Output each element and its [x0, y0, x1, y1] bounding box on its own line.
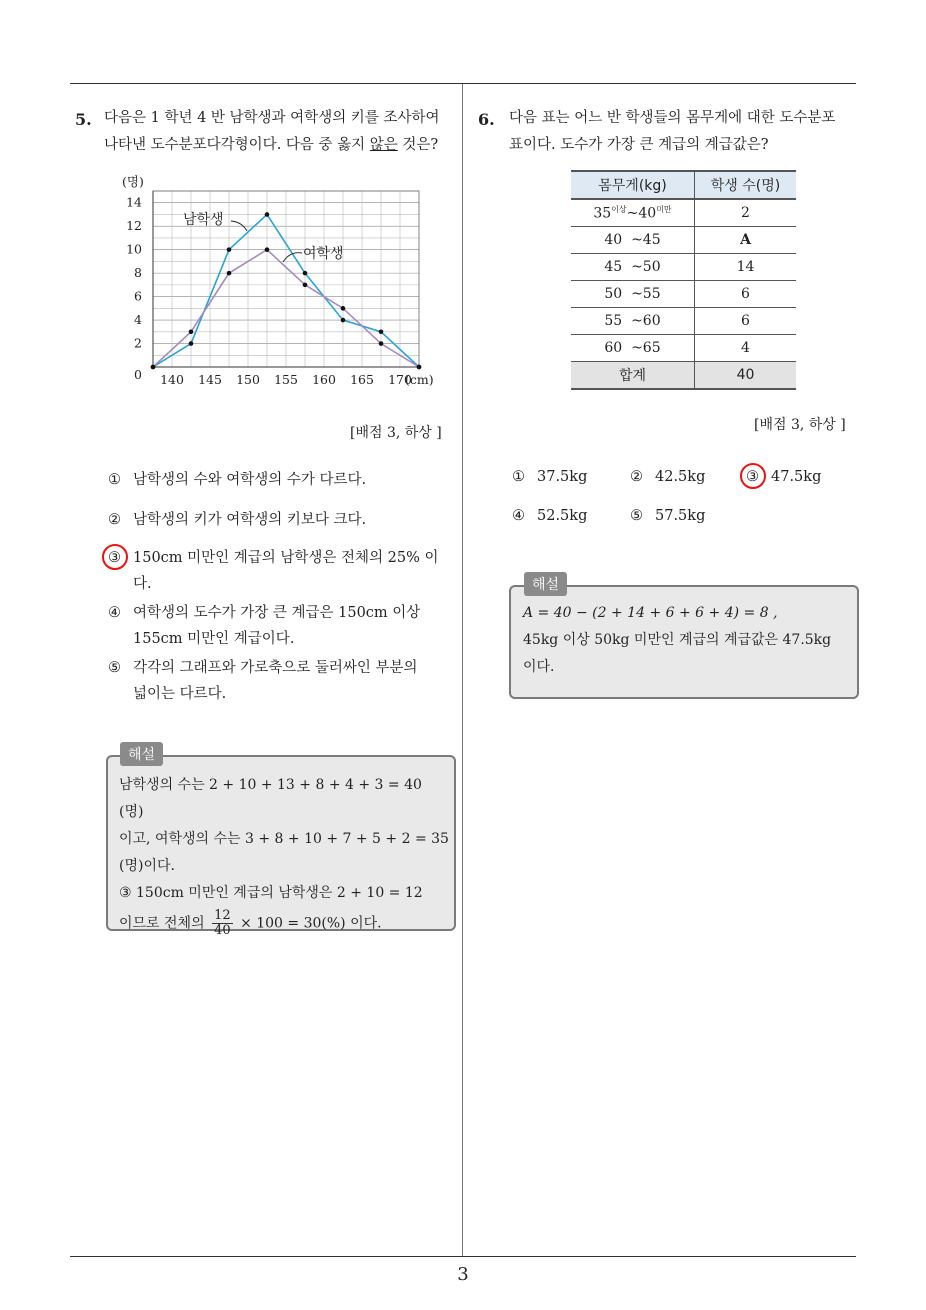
data-point [265, 212, 270, 217]
data-point [151, 365, 156, 370]
y-tick-label: 12 [126, 218, 142, 234]
y-axis-label: (명) [122, 174, 144, 189]
plot-frame [153, 191, 419, 367]
series-line-boys [153, 214, 419, 367]
table-row [571, 335, 796, 362]
table-cell: 4 [695, 335, 797, 362]
choice-text: 150cm 미만인 계급의 남학생은 전체의 25% 이 [133, 550, 439, 566]
choice-text: 42.5kg [655, 469, 706, 485]
choice-option[interactable] [108, 655, 448, 707]
explanation-line: ③ 150cm 미만인 계급의 남학생은 2 + 10 = 12 [119, 885, 423, 901]
data-point [303, 271, 308, 276]
choice-option[interactable] [108, 600, 448, 652]
question-6-number: 6. [478, 110, 495, 129]
series-label-leader [283, 253, 302, 262]
data-point [417, 365, 422, 370]
table-row [571, 199, 796, 227]
x-tick-label: 155 [274, 372, 298, 387]
data-point [189, 330, 194, 335]
table-cell: 합계 [571, 362, 695, 390]
question-5-line1: 다음은 1 학년 4 반 남학생과 여학생의 키를 조사하여 [104, 110, 440, 126]
choice-number: ④ [512, 508, 525, 524]
table-cell: 60 ~65 [571, 335, 695, 362]
table-header-cell: 몸무게(kg) [571, 171, 695, 199]
choice-number-circled: ③ [108, 545, 130, 571]
data-point [265, 247, 270, 252]
y-tick-label: 0 [134, 367, 142, 382]
series-label-leader [231, 221, 247, 231]
emphasis-not: 않은 [369, 137, 398, 153]
data-point [341, 318, 346, 323]
choice-number: ① [108, 472, 121, 488]
question-5-text [104, 105, 459, 159]
choice-text: 남학생의 수와 여학생의 수가 다르다. [133, 472, 367, 488]
table-row [571, 227, 796, 254]
choice-text: 여학생의 도수가 가장 큰 계급은 150cm 이상 [133, 605, 421, 621]
table-row [571, 254, 796, 281]
page-number: 3 [457, 1264, 469, 1285]
question-5-explanation [119, 772, 449, 938]
y-tick-label: 4 [134, 312, 142, 328]
choice-text: 47.5kg [771, 469, 822, 485]
chart-series [151, 212, 422, 369]
data-point [189, 341, 194, 346]
data-point [341, 306, 346, 311]
x-tick-label: 170 [388, 372, 412, 387]
question-6-explanation-tag: 해설 [524, 572, 567, 596]
series-label-girls: 여학생 [303, 246, 344, 262]
table-cell: 6 [695, 281, 797, 308]
data-point [303, 283, 308, 288]
table-row [571, 281, 796, 308]
choice-option[interactable] [630, 464, 705, 490]
series-line-girls [153, 250, 419, 367]
choice-option[interactable] [108, 467, 448, 493]
series-label-boys: 남학생 [183, 212, 224, 228]
table-cell: 14 [695, 254, 797, 281]
choice-number: ④ [108, 605, 121, 621]
question-5-score: [배점 3, 하상 ] [350, 425, 442, 441]
table-cell: $35^{이상}\sim 40^{미만}$ [571, 199, 695, 227]
x-tick-label: 145 [198, 372, 222, 387]
choice-option[interactable] [746, 464, 821, 490]
question-5-explanation-tag: 해설 [120, 742, 163, 766]
table-cell: 50 ~55 [571, 281, 695, 308]
choice-option[interactable] [512, 503, 587, 529]
table-cell: 40 ~45 [571, 227, 695, 254]
explanation-line: (명)이다. [119, 858, 175, 874]
y-tick-label: 10 [126, 241, 142, 257]
fraction: $\frac{12}{40}$ [214, 908, 231, 938]
choice-option[interactable] [108, 545, 448, 597]
choice-number-circled: ③ [746, 464, 768, 490]
x-axis-label: (cm) [405, 372, 434, 387]
choice-number: ⑤ [630, 508, 643, 524]
question-6-text [509, 105, 869, 159]
bottom-rule [70, 1256, 856, 1257]
chart-axes [153, 191, 419, 367]
table-cell: 6 [695, 308, 797, 335]
data-point [417, 365, 422, 370]
table-cell: A [695, 227, 797, 254]
x-tick-label: 160 [312, 372, 336, 387]
choice-text: 37.5kg [537, 469, 588, 485]
data-point [227, 271, 232, 276]
table-cell: 40 [695, 362, 797, 390]
explanation-line: 남학생의 수는 2 + 10 + 13 + 8 + 4 + 3 = 40 (명) [119, 777, 422, 820]
explanation-line: 이다. [523, 659, 555, 675]
table-cell: 45 ~50 [571, 254, 695, 281]
chart-labels [122, 174, 434, 387]
table-cell: 2 [695, 199, 797, 227]
y-tick-label: 8 [134, 265, 142, 281]
x-tick-label: 140 [160, 372, 184, 387]
y-tick-label: 6 [134, 288, 142, 304]
explanation-line: 이고, 여학생의 수는 3 + 8 + 10 + 7 + 5 + 2 = 35 [119, 831, 449, 847]
choice-number: ② [108, 512, 121, 528]
explanation-line: 45kg 이상 50kg 미만인 계급의 계급값은 47.5kg [523, 632, 832, 648]
table-cell: 55 ~60 [571, 308, 695, 335]
choice-text: 넓이는 다르다. [133, 686, 227, 702]
choice-text: 52.5kg [537, 508, 588, 524]
question-6-line2: 표이다. 도수가 가장 큰 계급의 계급값은? [509, 137, 769, 153]
choice-option[interactable] [512, 464, 587, 490]
table-header [571, 171, 796, 199]
column-divider [462, 84, 463, 1256]
x-tick-label: 165 [350, 372, 374, 387]
choice-text: 57.5kg [655, 508, 706, 524]
choice-option[interactable] [630, 503, 705, 529]
choice-text: 각각의 그래프와 가로축으로 둘러싸인 부분의 [133, 660, 418, 676]
explanation-line: 이므로 전체의 $\frac{12}{40}$ × 100 = 30(%) 이다. [119, 908, 382, 938]
choice-option[interactable] [108, 507, 448, 533]
data-point [227, 247, 232, 252]
question-6-score: [배점 3, 하상 ] [754, 417, 846, 433]
data-point [151, 365, 156, 370]
table-total-row [571, 362, 796, 390]
choice-text: 다. [133, 576, 152, 592]
table-row [571, 308, 796, 335]
choice-text: 155cm 미만인 계급이다. [133, 631, 295, 647]
data-point [379, 330, 384, 335]
choice-number: ① [512, 469, 525, 485]
choice-number: ② [630, 469, 643, 485]
choice-number: ⑤ [108, 660, 121, 676]
question-5-number: 5. [75, 110, 92, 129]
choice-text: 남학생의 키가 여학생의 키보다 크다. [133, 512, 367, 528]
table-header-cell: 학생 수(명) [695, 171, 797, 199]
y-tick-label: 14 [126, 194, 142, 210]
explanation-line: A = 40 − (2 + 14 + 6 + 6 + 4) = 8 , [523, 605, 778, 621]
x-tick-label: 150 [236, 372, 260, 387]
weight-frequency-table [571, 170, 796, 390]
y-tick-label: 2 [134, 335, 142, 351]
top-rule [70, 83, 856, 84]
data-point [379, 341, 384, 346]
chart-grid [153, 191, 419, 367]
question-6-explanation [523, 600, 853, 681]
question-5-line2: 나타낸 도수분포다각형이다. 다음 중 옳지 않은 것은? [104, 137, 439, 153]
question-6-line1: 다음 표는 어느 반 학생들의 몸무게에 대한 도수분포 [509, 110, 836, 126]
